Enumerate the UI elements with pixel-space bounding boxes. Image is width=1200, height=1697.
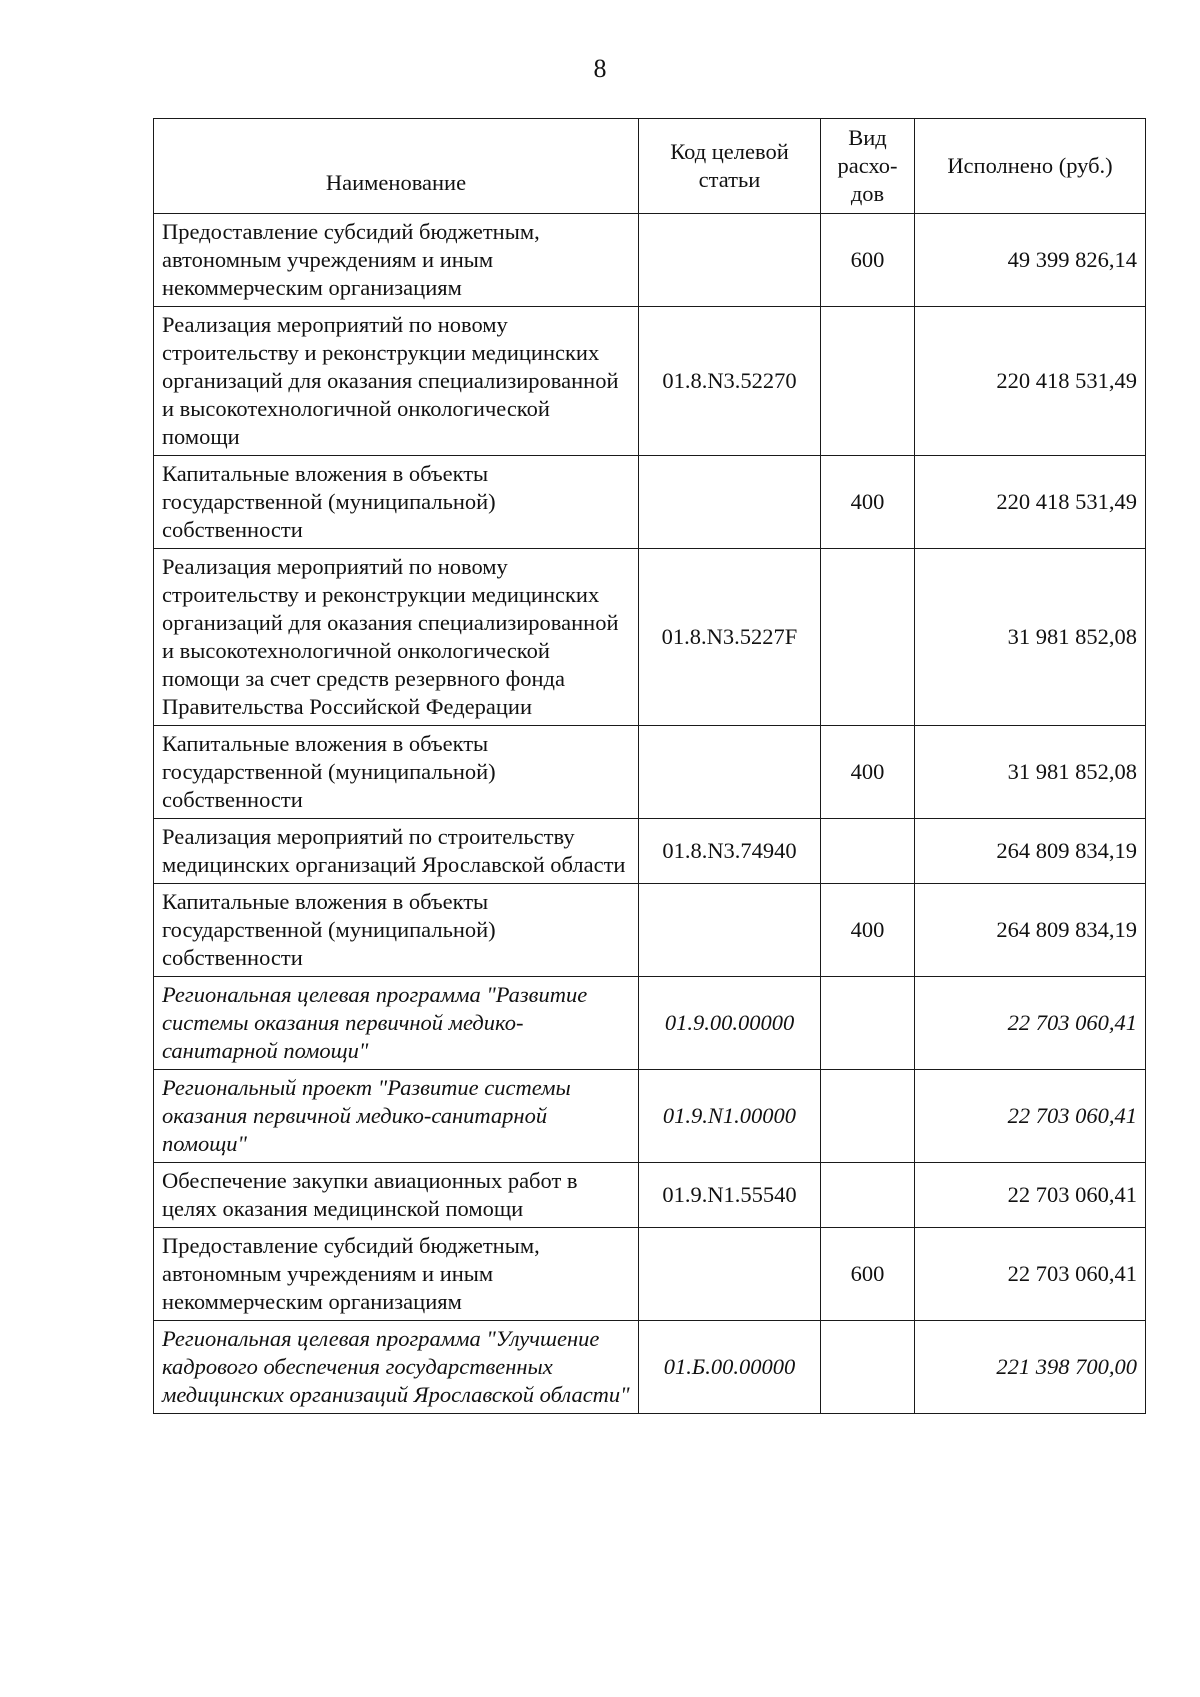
row-name: Капитальные вложения в объекты государственной (муниципальной) собственности xyxy=(154,726,639,819)
table-row xyxy=(154,1228,1146,1321)
row-code: 01.9.00.00000 xyxy=(639,977,821,1070)
row-kind xyxy=(821,1070,915,1163)
table-row xyxy=(154,884,1146,977)
row-code xyxy=(639,1228,821,1321)
row-amount: 221 398 700,00 xyxy=(915,1321,1146,1414)
table-row xyxy=(154,549,1146,726)
row-amount: 31 981 852,08 xyxy=(915,549,1146,726)
row-kind: 400 xyxy=(821,884,915,977)
row-kind xyxy=(821,1321,915,1414)
row-amount: 220 418 531,49 xyxy=(915,456,1146,549)
row-code: 01.8.N3.52270 xyxy=(639,307,821,456)
table-header-row xyxy=(154,119,1146,214)
row-name: Реализация мероприятий по строительству медицинских организаций Ярославской области xyxy=(154,819,639,884)
row-kind: 600 xyxy=(821,1228,915,1321)
row-kind xyxy=(821,977,915,1070)
row-code xyxy=(639,456,821,549)
row-code: 01.9.N1.00000 xyxy=(639,1070,821,1163)
table-row xyxy=(154,456,1146,549)
table-row xyxy=(154,726,1146,819)
row-code: 01.9.N1.55540 xyxy=(639,1163,821,1228)
row-name: Региональный проект "Развитие системы оказания первичной медико-санитарной помощи" xyxy=(154,1070,639,1163)
row-name: Реализация мероприятий по новому строительству и реконструкции медицинских организаций для оказания специализированной и высокотехнологичной онкологической помощи за счет средств резервного фонда Правительства Российской Федерации xyxy=(154,549,639,726)
header-code: Код целевой статьи xyxy=(639,119,821,214)
row-amount: 264 809 834,19 xyxy=(915,884,1146,977)
row-code: 01.8.N3.74940 xyxy=(639,819,821,884)
row-amount: 22 703 060,41 xyxy=(915,977,1146,1070)
row-code xyxy=(639,214,821,307)
row-code xyxy=(639,884,821,977)
table-row xyxy=(154,307,1146,456)
header-kind: Вид расхо-дов xyxy=(821,119,915,214)
row-name: Капитальные вложения в объекты государственной (муниципальной) собственности xyxy=(154,884,639,977)
row-amount: 31 981 852,08 xyxy=(915,726,1146,819)
row-name: Реализация мероприятий по новому строительству и реконструкции медицинских организаций для оказания специализированной и высокотехнологичной онкологической помощи xyxy=(154,307,639,456)
row-name: Предоставление субсидий бюджетным, автономным учреждениям и иным некоммерческим организациям xyxy=(154,1228,639,1321)
page-number: 8 xyxy=(593,54,607,83)
row-kind: 600 xyxy=(821,214,915,307)
header-name: Наименование xyxy=(154,119,639,214)
row-kind: 400 xyxy=(821,456,915,549)
row-kind xyxy=(821,1163,915,1228)
budget-execution-table xyxy=(153,118,1146,1414)
row-code: 01.Б.00.00000 xyxy=(639,1321,821,1414)
row-name: Капитальные вложения в объекты государственной (муниципальной) собственности xyxy=(154,456,639,549)
row-name: Региональная целевая программа "Улучшение кадрового обеспечения государственных медицинских организаций Ярославской области" xyxy=(154,1321,639,1414)
row-code: 01.8.N3.5227F xyxy=(639,549,821,726)
row-amount: 22 703 060,41 xyxy=(915,1070,1146,1163)
row-amount: 22 703 060,41 xyxy=(915,1163,1146,1228)
row-code xyxy=(639,726,821,819)
table-row xyxy=(154,214,1146,307)
row-amount: 22 703 060,41 xyxy=(915,1228,1146,1321)
table-row xyxy=(154,1321,1146,1414)
row-kind xyxy=(821,307,915,456)
table-row xyxy=(154,819,1146,884)
table-row xyxy=(154,1070,1146,1163)
row-amount: 264 809 834,19 xyxy=(915,819,1146,884)
row-name: Обеспечение закупки авиационных работ в целях оказания медицинской помощи xyxy=(154,1163,639,1228)
row-amount: 49 399 826,14 xyxy=(915,214,1146,307)
row-amount: 220 418 531,49 xyxy=(915,307,1146,456)
row-kind xyxy=(821,549,915,726)
row-kind: 400 xyxy=(821,726,915,819)
header-amount: Исполнено (руб.) xyxy=(915,119,1146,214)
row-name: Региональная целевая программа "Развитие системы оказания первичной медико-санитарной помощи" xyxy=(154,977,639,1070)
table-row xyxy=(154,977,1146,1070)
row-name: Предоставление субсидий бюджетным, автономным учреждениям и иным некоммерческим организациям xyxy=(154,214,639,307)
row-kind xyxy=(821,819,915,884)
table-row xyxy=(154,1163,1146,1228)
